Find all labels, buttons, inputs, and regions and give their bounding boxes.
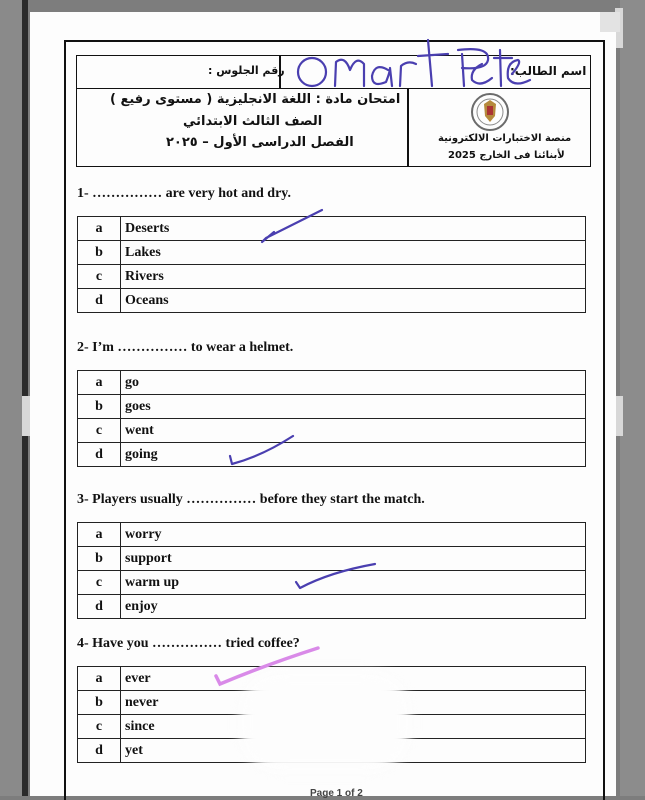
question-3-title: 3- Players usually …………… before they start the match. <box>77 492 425 507</box>
grade-label: الصف الثالث الابتدائي <box>183 114 323 129</box>
option-text: Oceans <box>121 289 586 313</box>
option-letter: b <box>78 241 121 265</box>
option-letter: a <box>78 217 121 241</box>
option-text: goes <box>121 395 586 419</box>
option-text: enjoy <box>121 595 586 619</box>
option-text: Rivers <box>121 265 586 289</box>
option-text: ever <box>121 667 586 691</box>
answer-checkmark-4 <box>216 648 318 684</box>
option-letter: a <box>78 371 121 395</box>
option-letter: b <box>78 547 121 571</box>
option-letter: c <box>78 571 121 595</box>
option-letter: a <box>78 523 121 547</box>
option-letter: d <box>78 595 121 619</box>
option-text: go <box>121 371 586 395</box>
seat-number-label: رقم الجلوس : <box>208 64 285 77</box>
option-text: since <box>121 715 586 739</box>
question-4-title: 4- Have you …………… tried coffee? <box>77 636 300 651</box>
option-text: Deserts <box>121 217 586 241</box>
option-letter: d <box>78 289 121 313</box>
answer-checkmark-1 <box>262 210 322 242</box>
option-letter: c <box>78 715 121 739</box>
question-2-title: 2- I’m …………… to wear a helmet. <box>77 340 294 355</box>
option-text: never <box>121 691 586 715</box>
option-text: went <box>121 419 586 443</box>
handwritten-name-signature <box>298 40 530 86</box>
question-1-title: 1- …………… are very hot and dry. <box>77 186 292 201</box>
option-letter: a <box>78 667 121 691</box>
option-text: worry <box>121 523 586 547</box>
option-text: Lakes <box>121 241 586 265</box>
term-label: الفصل الدراسى الأول – ٢٠٢٥ <box>166 135 354 150</box>
option-text: warm up <box>121 571 586 595</box>
option-letter: c <box>78 419 121 443</box>
answer-checkmark-3 <box>296 564 375 588</box>
option-text: support <box>121 547 586 571</box>
option-letter: c <box>78 265 121 289</box>
exam-title: امتحان مادة : اللغة الانجليزية ( مستوى رفيع ) <box>110 92 401 107</box>
option-letter: b <box>78 691 121 715</box>
platform-name: منصة الاختبارات الالكترونية <box>438 133 572 144</box>
platform-subtitle: لأبنائنا فى الخارج 2025 <box>448 150 565 161</box>
option-letter: b <box>78 395 121 419</box>
option-letter: d <box>78 443 121 467</box>
option-text: going <box>121 443 586 467</box>
option-letter: d <box>78 739 121 763</box>
page-number: Page 1 of 2 <box>310 788 363 799</box>
option-text: yet <box>121 739 586 763</box>
student-name-label: اسم الطالب: <box>510 64 587 78</box>
answer-checkmark-2 <box>230 436 293 464</box>
